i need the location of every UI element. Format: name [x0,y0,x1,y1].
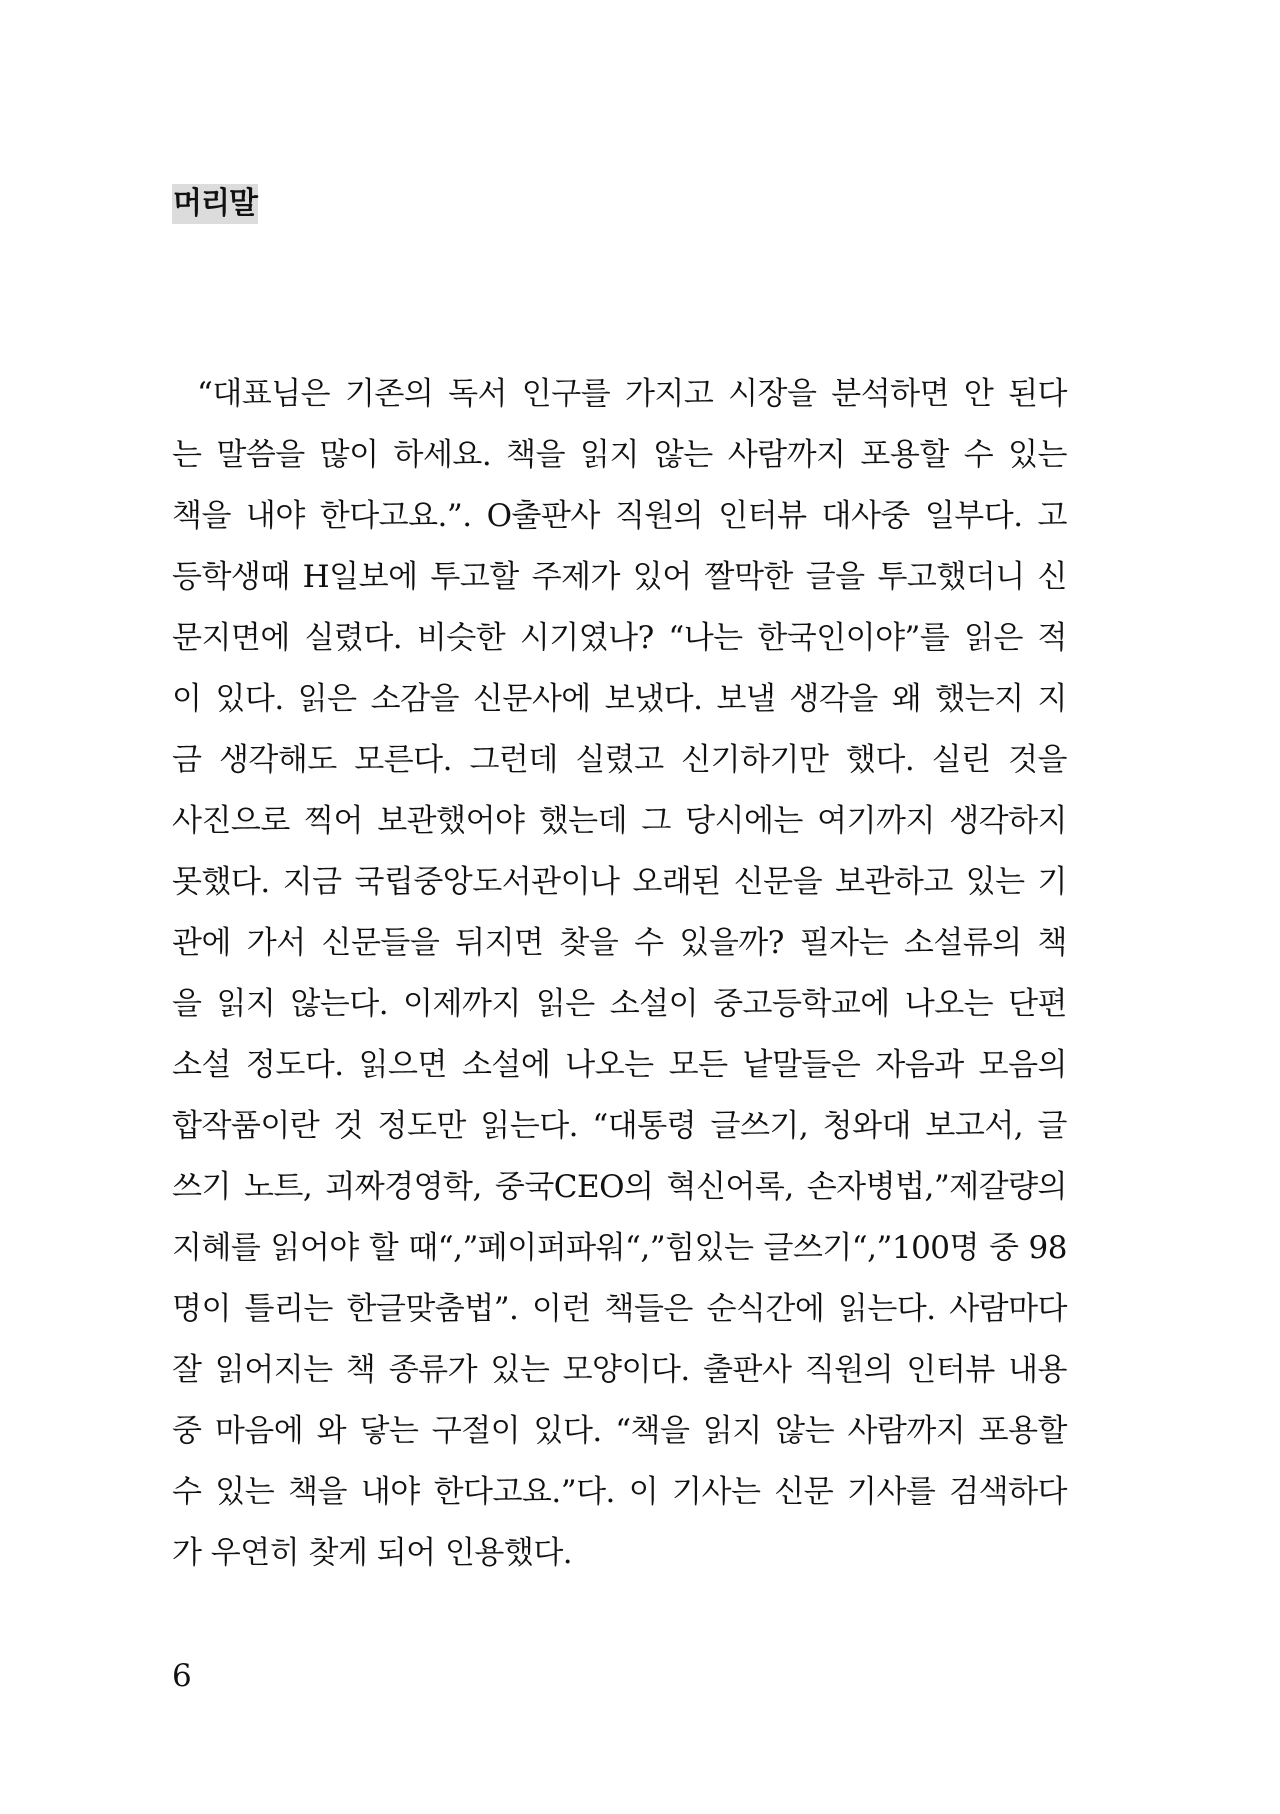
text-line: 는 말씀을 많이 하세요. 책을 읽지 않는 사람까지 포용할 수 있는 [172,437,1067,473]
text-line: “대표님은 기존의 독서 인구를 가지고 시장을 분석하면 안 된다 [197,376,1067,412]
text-line: 중 마음에 와 닿는 구절이 있다. “책을 읽지 않는 사람까지 포용할 [172,1413,1067,1449]
text-line: 잘 읽어지는 책 종류가 있는 모양이다. 출판사 직원의 인터뷰 내용 [172,1352,1067,1388]
text-line: 관에 가서 신문들을 뒤지면 찾을 수 있을까? 필자는 소설류의 책 [172,925,1067,961]
section-heading: 머리말 [172,184,258,224]
text-line: 이 있다. 읽은 소감을 신문사에 보냈다. 보낼 생각을 왜 했는지 지 [172,681,1067,717]
text-line: 사진으로 찍어 보관했어야 했는데 그 당시에는 여기까지 생각하지 [172,803,1067,839]
text-line: 등학생때 H일보에 투고할 주제가 있어 짤막한 글을 투고했더니 신 [172,559,1067,595]
text-line: 가 우연히 찾게 되어 인용했다. [172,1535,573,1571]
text-line: 못했다. 지금 국립중앙도서관이나 오래된 신문을 보관하고 있는 기 [172,864,1067,900]
text-line: 명이 틀리는 한글맞춤법”. 이런 책들은 순식간에 읽는다. 사람마다 [172,1291,1067,1327]
text-line: 합작품이란 것 정도만 읽는다. “대통령 글쓰기, 청와대 보고서, 글 [172,1108,1067,1144]
text-line: 금 생각해도 모른다. 그런데 실렸고 신기하기만 했다. 실린 것을 [172,742,1067,778]
page-number: 6 [172,1658,192,1694]
text-line: 을 읽지 않는다. 이제까지 읽은 소설이 중고등학교에 나오는 단편 [172,986,1067,1022]
text-line: 지혜를 읽어야 할 때“,”페이퍼파워“,”힘있는 글쓰기“,”100명 중 98 [172,1230,1067,1266]
text-line: 소설 정도다. 읽으면 소설에 나오는 모든 낱말들은 자음과 모음의 [172,1047,1067,1083]
text-line: 쓰기 노트, 괴짜경영학, 중국CEO의 혁신어록, 손자병법,”제갈량의 [172,1169,1067,1205]
text-line: 수 있는 책을 내야 한다고요.”다. 이 기사는 신문 기사를 검색하다 [172,1474,1067,1510]
text-line: 문지면에 실렸다. 비슷한 시기였나? “나는 한국인이야”를 읽은 적 [172,620,1067,656]
text-line: 책을 내야 한다고요.”. O출판사 직원의 인터뷰 대사중 일부다. 고 [172,498,1067,534]
body-paragraph [172,364,1067,1584]
